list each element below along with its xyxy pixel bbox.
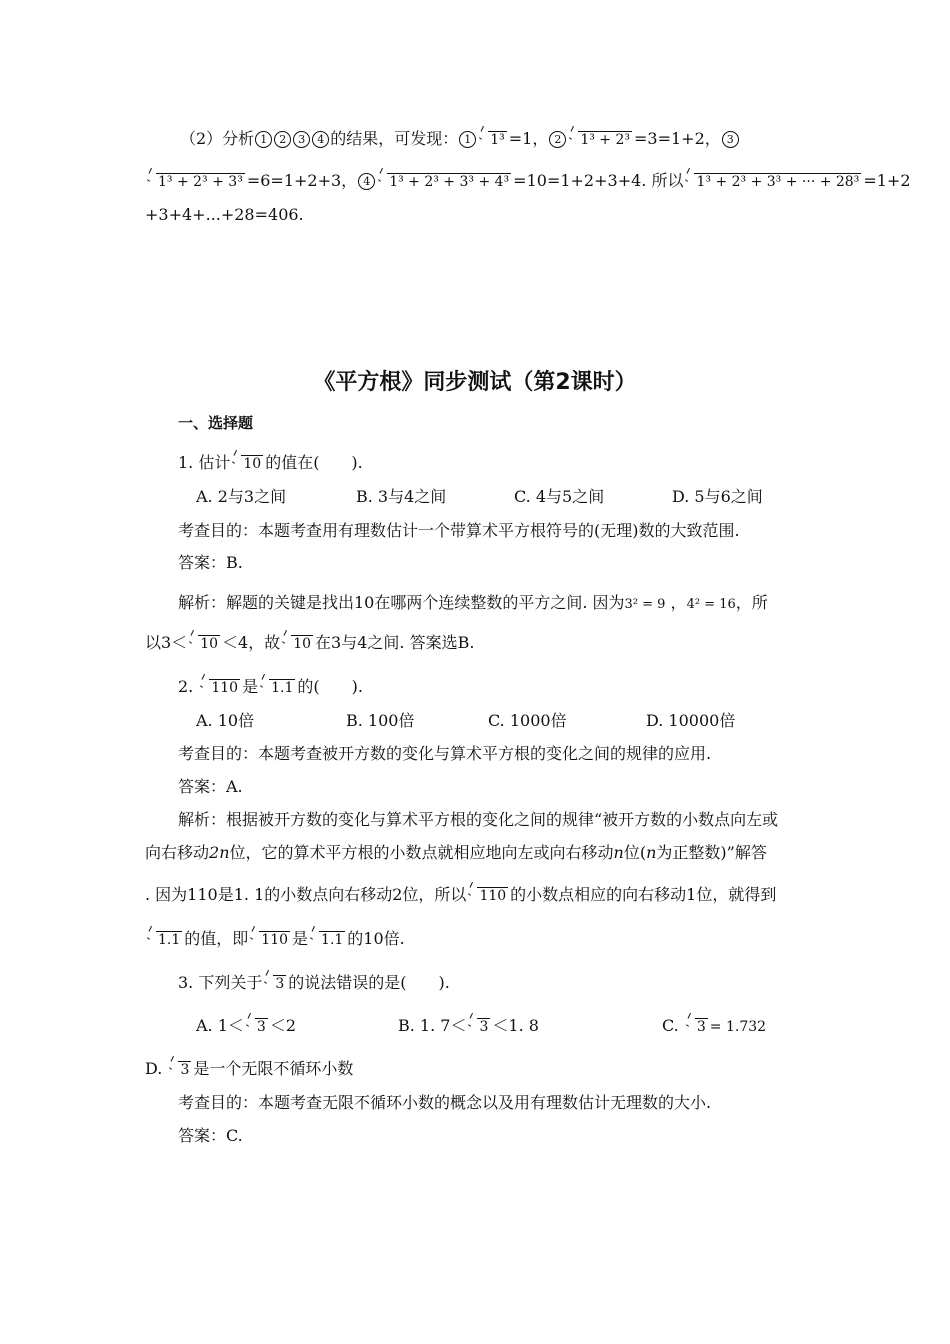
sqrt-expr: 1.1 [310, 929, 345, 951]
q2-analysis-4: 1.1 的值，即 110 是 1.1 的10倍. [145, 928, 405, 951]
circled-3: 3 [293, 131, 310, 148]
sqrt-expr: 10 [282, 633, 313, 655]
text: 的结果，可发现： [330, 129, 459, 148]
sqrt-expr: 1³ + 2³ + 3³ + 4³ [378, 171, 511, 193]
text: （2）分析 [180, 129, 255, 148]
circled-4: 4 [312, 131, 329, 148]
sqrt-expr: 110 [250, 929, 290, 951]
q2-option-b: B. 100倍 [346, 711, 415, 730]
q1-option-d: D. 5与6之间 [672, 487, 763, 506]
q2-stem: 2. 110 是 1.1 的( ). [178, 676, 363, 699]
q3-option-a: A. 1＜ 3 ＜2 [196, 1015, 296, 1038]
sqrt-expr: 1.1 [260, 677, 295, 699]
q2-purpose: 考查目的：本题考查被开方数的变化与算术平方根的变化之间的规律的应用. [178, 744, 712, 763]
sqrt-expr: 110 [468, 885, 508, 907]
sqrt-expr: 1³ + 2³ [569, 129, 632, 151]
q3-answer: 答案：C. [178, 1126, 243, 1145]
q2-option-a: A. 10倍 [196, 711, 255, 730]
circled-1b: 1 [459, 131, 476, 148]
q3-option-d: D. 3 是一个无限不循环小数 [145, 1058, 353, 1081]
page-title: 《平方根》同步测试（第2课时） [313, 370, 637, 395]
q1-purpose: 考查目的：本题考查用有理数估计一个带算术平方根符号的(无理)数的大致范围. [178, 521, 740, 540]
circled-3b: 3 [722, 131, 739, 148]
circled-4b: 4 [358, 173, 375, 190]
text: =1+2 [863, 171, 911, 190]
circled-2b: 2 [549, 131, 566, 148]
circled-1: 1 [255, 131, 272, 148]
sqrt-expr: 3 [246, 1016, 268, 1038]
q1-analysis-2: 以3＜ 10 ＜4，故 10 在3与4之间. 答案选B. [145, 632, 474, 655]
text: =3=1+2， [634, 129, 721, 148]
q1-option-a: A. 2与3之间 [196, 487, 287, 506]
q1-analysis-1: 解析：解题的关键是找出10在哪两个连续整数的平方之间. 因为3² = 9 ，4² = 16，所 [178, 593, 768, 612]
q1-option-c: C. 4与5之间 [514, 487, 605, 506]
text: =6=1+2+3， [246, 171, 358, 190]
q1-option-b: B. 3与4之间 [356, 487, 447, 506]
q2-option-d: D. 10000倍 [646, 711, 736, 730]
sqrt-expr: 1.1 [147, 929, 182, 951]
sqrt-expr: 1³ + 2³ + 3³ + ··· + 28³ [685, 171, 861, 193]
sqrt-expr: 3 [169, 1059, 191, 1081]
q1-stem: 1. 估计 10 的值在( ). [178, 452, 363, 475]
sqrt-expr: 1³ [479, 129, 507, 151]
q3-stem: 3. 下列关于 3 的说法错误的是( ). [178, 972, 450, 995]
sqrt-expr: 3 [686, 1016, 708, 1038]
top-line-3: +3+4+...+28=406. [145, 205, 304, 224]
text: =10=1+2+3+4. 所以 [513, 171, 684, 190]
top-line-2 [145, 170, 911, 193]
q2-analysis-2: 向右移动2n位，它的算术平方根的小数点就相应地向左或向右移动n位(n为正整数)”解答 [145, 843, 767, 862]
section-heading: 一、选择题 [178, 414, 254, 432]
circled-2: 2 [274, 131, 291, 148]
sqrt-expr: 3 [264, 973, 286, 995]
sqrt-expr: 1³ + 2³ + 3³ [147, 171, 245, 193]
sqrt-expr: 110 [200, 677, 240, 699]
text: =1， [508, 129, 549, 148]
q2-analysis-1: 解析：根据被开方数的变化与算术平方根的变化之间的规律“被开方数的小数点向左或 [178, 810, 779, 829]
sqrt-expr: 3 [468, 1016, 490, 1038]
q1-answer: 答案：B. [178, 553, 243, 572]
q2-option-c: C. 1000倍 [488, 711, 567, 730]
q3-option-b: B. 1. 7＜ 3 ＜1. 8 [398, 1015, 539, 1038]
sqrt-expr: 10 [232, 453, 263, 475]
q3-option-c: C. 3 = 1.732 [662, 1015, 766, 1038]
sqrt-expr: 10 [189, 633, 220, 655]
q2-answer: 答案：A. [178, 777, 243, 796]
q2-analysis-3: . 因为110是1. 1的小数点向右移动2位，所以 110 的小数点相应的向右移动1位，就得到 [145, 884, 776, 907]
q3-purpose: 考查目的：本题考查无限不循环小数的概念以及用有理数估计无理数的大小. [178, 1093, 712, 1112]
top-line-1 [180, 128, 740, 151]
